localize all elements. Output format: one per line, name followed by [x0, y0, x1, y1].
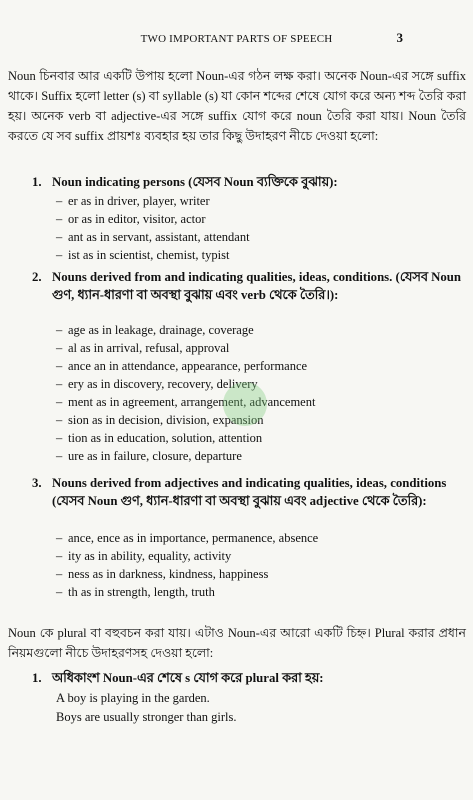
section-1-heading [33, 173, 463, 191]
section-title: Nouns derived from adjectives and indicating qualities, ideas, conditions (যেসব Noun গুণ, ধ্যান-ধারণা বা অবস্থা বুঝায় এবং adjective থেকে তৈরি): [52, 476, 447, 508]
list-item: – th as in strength, length, truth [56, 585, 215, 599]
list-item: – ity as in ability, equality, activity [56, 549, 232, 563]
list-item: – ery as in discovery, recovery, delivery [56, 377, 258, 391]
section-title: Nouns derived from and indicating qualities, ideas, conditions. (যেসব Noun গুণ, ধ্যান-ধারণা বা অবস্থা বুঝায় এবং verb থেকে তৈরি।): [52, 270, 462, 302]
list-item: – er as in driver, player, writer [56, 194, 210, 208]
list-item: – ness as in darkness, kindness, happiness [56, 567, 269, 581]
list-item: – or as in editor, visitor, actor [56, 212, 206, 226]
example-sentence: A boy is playing in the garden. [56, 691, 210, 705]
list-item: – ance an in attendance, appearance, performance [56, 359, 308, 373]
section-number: 1. [32, 175, 42, 189]
section-1-list [56, 192, 250, 264]
section-2-list [56, 321, 315, 465]
intro-paragraph: Noun চিনবার আর একটি উপায় হলো Noun-এর গঠন লক্ষ করা। অনেক Noun-এর সঙ্গে suffix থাকে। Suffix হলো letter (s) বা syllable (s) যা কোন শব্দের শেষে যোগ করে অন্য শব্দ তৈরি করা হয়। অনেক verb বা adjective-এর সঙ্গে suffix যোগ করে noun তৈরি করা যায়। Noun তৈরি করতে যে সব suffix প্রায়শঃ ব্যবহার হয় তার কিছু উদাহরণ নীচে দেওয়া হলো: [8, 69, 466, 143]
list-item: – ist as in scientist, chemist, typist [56, 248, 230, 262]
plural-rule-heading [33, 669, 463, 687]
page-number: 3 [396, 30, 403, 45]
section-3-list [56, 529, 318, 601]
example-sentence: Boys are usually stronger than girls. [56, 710, 237, 724]
list-item: – age as in leakage, drainage, coverage [56, 323, 254, 337]
rule-title: অধিকাংশ Noun-এর শেষে s যোগ করে plural করা হয়: [52, 671, 324, 685]
list-item: – sion as in decision, division, expansion [56, 413, 264, 427]
list-item: – ant as in servant, assistant, attendant [56, 230, 250, 244]
rule-number: 1. [32, 671, 42, 685]
list-item: – tion as in education, solution, attention [56, 431, 263, 445]
section-3-heading [33, 474, 463, 510]
list-item: – ance, ence as in importance, permanence, absence [56, 531, 319, 545]
running-title: TWO IMPORTANT PARTS OF SPEECH [140, 33, 333, 45]
plural-paragraph: Noun কে plural বা বহুবচন করা যায়। এটাও Noun-এর আরো একটি চিহ্ন। Plural করার প্রধান নিয়মগুলো নীচে উদাহরণসহ দেওয়া হলো: [8, 626, 466, 660]
section-number: 3. [32, 476, 42, 490]
section-2-heading [33, 268, 463, 304]
watermark-stain [223, 382, 267, 426]
section-number: 2. [32, 270, 42, 284]
section-title: Noun indicating persons (যেসব Noun ব্যক্তিকে বুঝায়): [52, 175, 338, 189]
list-item: – al as in arrival, refusal, approval [56, 341, 230, 355]
list-item: – ure as in failure, closure, departure [56, 449, 242, 463]
list-item: – ment as in agreement, arrangement, advancement [56, 395, 316, 409]
